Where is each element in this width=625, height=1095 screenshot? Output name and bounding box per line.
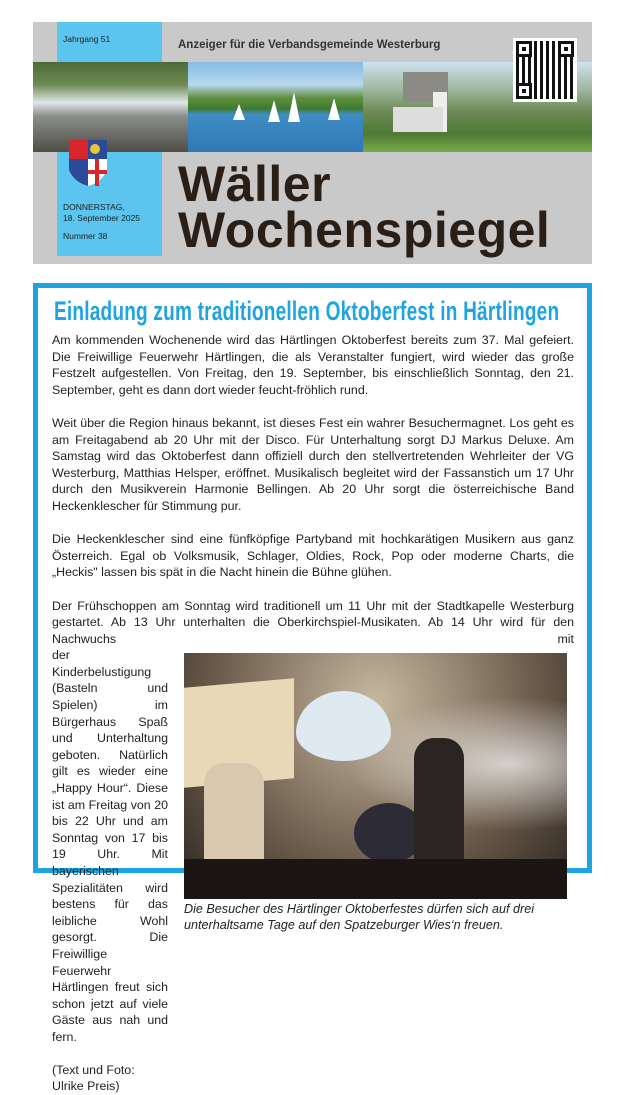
issue-date-text: 18. September 2025 xyxy=(63,213,141,223)
article-body xyxy=(52,332,574,1095)
masthead-banner-photo xyxy=(33,62,592,152)
qr-code[interactable] xyxy=(513,38,577,102)
article-paragraph-last-continued: der Kinderbelustigung (Basteln und Spielen) im Bürgerhaus Spaß und Unterhaltung geboten. Natürlich gilt es wieder eine „Happy Hour“. Diese ist am Freitag von 20 bis 22 Uhr und am Sonntag von 17 bis 19 Uhr. Mit bayerischen Spezialitäten wird bestens für das leibliche Wohl gesorgt. Die Freiwillige Feuerwehr Härtlingen freut sich schon jetzt auf viele Gäste aus nah und fern. xyxy=(52,648,168,1044)
coat-of-arms-icon xyxy=(69,140,107,186)
article-headline: Einladung zum traditionellen Oktoberfest in Härtlingen xyxy=(54,296,560,326)
issue-weekday: DONNERSTAG, xyxy=(63,202,125,212)
article-paragraph: Am kommenden Wochenende wird das Härtlingen Oktoberfest bereits zum 37. Mal gefeiert. Die Freiwillige Feuerwehr Härtlingen, die als Veranstalter fungiert, wird wieder das große Festzelt aufgestellen. Von Freitag, den 19. September, bis einschließlich Sonntag, den 21. September, geht es dann dort wieder feucht-fröhlich rund. xyxy=(52,333,574,397)
article-paragraph-last-start: Der Frühschoppen am Sonntag wird traditionell um 11 Uhr mit der Stadtkapelle Westerburg gestartet. Ab 13 Uhr unterhalten die Oberkirchspiel-Musikaten. Ab 14 Uhr wird für den Nachwuchs mit xyxy=(52,598,574,646)
masthead-subtitle: Anzeiger für die Verbandsgemeinde Westerburg xyxy=(178,39,441,51)
waterfall-image xyxy=(33,62,193,152)
photo-credit: (Text und Foto: Ulrike Preis) xyxy=(52,1062,135,1094)
volume-label: Jahrgang 51 xyxy=(63,34,111,44)
lake-image xyxy=(188,62,368,152)
issue-number: Nummer 38 xyxy=(63,231,108,241)
article-paragraph: Weit über die Region hinaus bekannt, ist dieses Fest ein wahrer Besuchermagnet. Los geht es am Freitagabend ab 20 Uhr mit der Disco. Für Unterhaltung sorgt DJ Markus Deluxe. Am Samstag wird das Oktoberfest dann offiziell durch den stellvertretenden Wehrleiter der VG Westerburg, Matthias Helsper, eröffnet. Musikalisch begleitet wird der Fassanstich um 17 Uhr durch den Musikverein Harmonie Bellingen. Ab 20 Uhr sorgt die österreichische Band Heckenklescher für Stimmung pur. xyxy=(52,415,574,513)
masthead xyxy=(33,22,592,264)
article-paragraph: Die Heckenklescher sind eine fünfköpfige Partyband mit hochkarätigen Musikern aus ganz Österreich. Egal ob Volksmusik, Schlager, Oldies, Rock, Pop oder moderne Charts, die „Heckis" lassen bis spät in die Nacht hinein die Bühne glühen. xyxy=(52,532,574,580)
newspaper-title-line2: Wochenspiegel xyxy=(178,202,551,258)
article-figure xyxy=(184,653,574,1094)
article-box xyxy=(33,283,592,1094)
issue-date xyxy=(63,202,140,224)
article-narrow-column xyxy=(52,647,168,1094)
band-on-stage-photo xyxy=(184,653,567,899)
newspaper-title-line1: Wäller xyxy=(178,156,332,212)
photo-caption: Die Besucher des Härtlinger Oktoberfestes dürfen sich auf drei unterhaltsame Tage auf den Spatzeburger Wies‘n freuen. xyxy=(184,902,534,933)
